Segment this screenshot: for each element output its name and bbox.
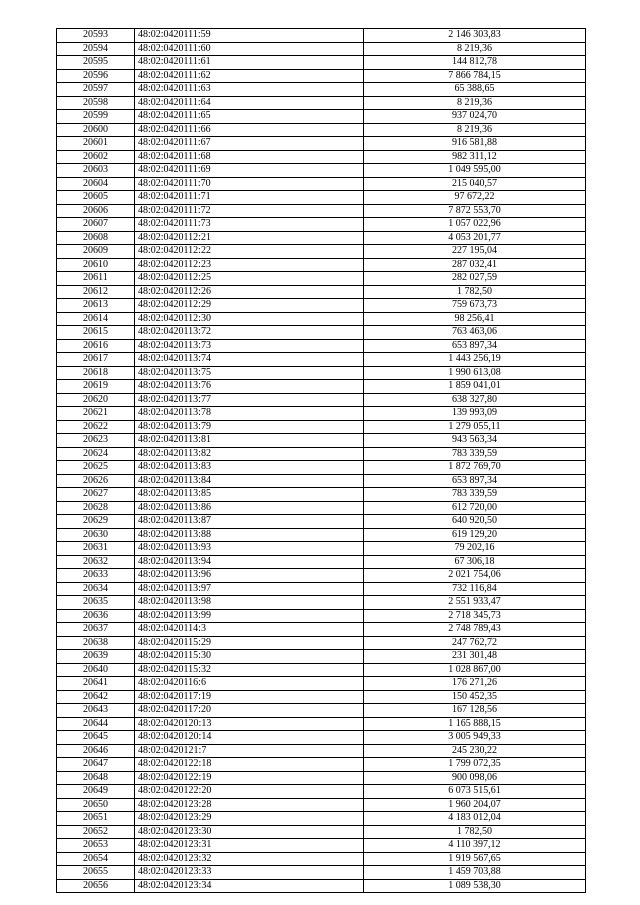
cadastral-number-cell: 48:02:0420113:83	[135, 461, 364, 475]
cadastral-number-cell: 48:02:0420123:34	[135, 879, 364, 893]
cadastral-value-cell: 1 459 703,88	[364, 866, 586, 880]
cadastral-number-cell: 48:02:0420113:98	[135, 596, 364, 610]
row-number-cell: 20642	[57, 690, 135, 704]
cadastral-value-cell: 282 027,59	[364, 272, 586, 286]
table-row	[57, 218, 586, 232]
cadastral-number-cell: 48:02:0420123:31	[135, 839, 364, 853]
row-number-cell: 20605	[57, 191, 135, 205]
cadastral-value-cell: 612 720,00	[364, 501, 586, 515]
table-row	[57, 56, 586, 70]
cadastral-number-cell: 48:02:0420112:30	[135, 312, 364, 326]
cadastral-number-cell: 48:02:0420112:29	[135, 299, 364, 313]
cadastral-value-cell: 67 306,18	[364, 555, 586, 569]
cadastral-number-cell: 48:02:0420111:59	[135, 29, 364, 43]
cadastral-value-cell: 8 219,36	[364, 96, 586, 110]
table-row	[57, 717, 586, 731]
cadastral-number-cell: 48:02:0420111:66	[135, 123, 364, 137]
table-row	[57, 299, 586, 313]
row-number-cell: 20640	[57, 663, 135, 677]
cadastral-value-cell: 167 128,56	[364, 704, 586, 718]
cadastral-number-cell: 48:02:0420111:65	[135, 110, 364, 124]
row-number-cell: 20610	[57, 258, 135, 272]
cadastral-value-cell: 1 782,50	[364, 825, 586, 839]
table-row	[57, 164, 586, 178]
cadastral-value-cell: 98 256,41	[364, 312, 586, 326]
cadastral-number-cell: 48:02:0420121:7	[135, 744, 364, 758]
cadastral-number-cell: 48:02:0420113:82	[135, 447, 364, 461]
row-number-cell: 20641	[57, 677, 135, 691]
cadastral-number-cell: 48:02:0420117:19	[135, 690, 364, 704]
row-number-cell: 20604	[57, 177, 135, 191]
cadastral-value-cell: 640 920,50	[364, 515, 586, 529]
cadastral-value-cell: 638 327,80	[364, 393, 586, 407]
table-row	[57, 366, 586, 380]
row-number-cell: 20648	[57, 771, 135, 785]
row-number-cell: 20607	[57, 218, 135, 232]
table-row	[57, 191, 586, 205]
cadastral-value-cell: 176 271,26	[364, 677, 586, 691]
row-number-cell: 20655	[57, 866, 135, 880]
table-row	[57, 636, 586, 650]
row-number-cell: 20601	[57, 137, 135, 151]
cadastral-number-cell: 48:02:0420113:93	[135, 542, 364, 556]
table-row	[57, 339, 586, 353]
cadastral-number-cell: 48:02:0420113:72	[135, 326, 364, 340]
cadastral-value-cell: 144 812,78	[364, 56, 586, 70]
cadastral-number-cell: 48:02:0420113:84	[135, 474, 364, 488]
cadastral-value-cell: 2 748 789,43	[364, 623, 586, 637]
table-row	[57, 420, 586, 434]
table-row	[57, 137, 586, 151]
table-row	[57, 758, 586, 772]
cadastral-number-cell: 48:02:0420111:63	[135, 83, 364, 97]
cadastral-value-cell: 4 110 397,12	[364, 839, 586, 853]
cadastral-value-cell: 287 032,41	[364, 258, 586, 272]
row-number-cell: 20594	[57, 42, 135, 56]
cadastral-number-cell: 48:02:0420113:97	[135, 582, 364, 596]
cadastral-number-cell: 48:02:0420113:96	[135, 569, 364, 583]
row-number-cell: 20654	[57, 852, 135, 866]
cadastral-number-cell: 48:02:0420111:69	[135, 164, 364, 178]
cadastral-number-cell: 48:02:0420111:64	[135, 96, 364, 110]
cadastral-number-cell: 48:02:0420111:68	[135, 150, 364, 164]
table-row	[57, 177, 586, 191]
table-row	[57, 69, 586, 83]
row-number-cell: 20593	[57, 29, 135, 43]
row-number-cell: 20630	[57, 528, 135, 542]
table-row	[57, 528, 586, 542]
table-row	[57, 83, 586, 97]
row-number-cell: 20624	[57, 447, 135, 461]
row-number-cell: 20612	[57, 285, 135, 299]
row-number-cell: 20597	[57, 83, 135, 97]
cadastral-number-cell: 48:02:0420113:87	[135, 515, 364, 529]
table-row	[57, 447, 586, 461]
table-row	[57, 326, 586, 340]
row-number-cell: 20616	[57, 339, 135, 353]
table-row	[57, 488, 586, 502]
row-number-cell: 20620	[57, 393, 135, 407]
row-number-cell: 20644	[57, 717, 135, 731]
row-number-cell: 20599	[57, 110, 135, 124]
cadastral-value-cell: 1 165 888,15	[364, 717, 586, 731]
cadastral-value-cell: 732 116,84	[364, 582, 586, 596]
row-number-cell: 20649	[57, 785, 135, 799]
cadastral-value-cell: 8 219,36	[364, 42, 586, 56]
row-number-cell: 20619	[57, 380, 135, 394]
cadastral-value-cell: 247 762,72	[364, 636, 586, 650]
table-row	[57, 569, 586, 583]
row-number-cell: 20650	[57, 798, 135, 812]
cadastral-value-cell: 916 581,88	[364, 137, 586, 151]
cadastral-value-table	[56, 28, 586, 893]
cadastral-number-cell: 48:02:0420120:14	[135, 731, 364, 745]
table-row	[57, 596, 586, 610]
table-row	[57, 704, 586, 718]
cadastral-number-cell: 48:02:0420113:99	[135, 609, 364, 623]
row-number-cell: 20623	[57, 434, 135, 448]
row-number-cell: 20643	[57, 704, 135, 718]
cadastral-value-cell: 783 339,59	[364, 488, 586, 502]
table-row	[57, 258, 586, 272]
table-row	[57, 555, 586, 569]
cadastral-number-cell: 48:02:0420120:13	[135, 717, 364, 731]
cadastral-number-cell: 48:02:0420123:33	[135, 866, 364, 880]
table-row	[57, 542, 586, 556]
table-row	[57, 123, 586, 137]
table-row	[57, 825, 586, 839]
cadastral-value-cell: 653 897,34	[364, 474, 586, 488]
row-number-cell: 20651	[57, 812, 135, 826]
cadastral-number-cell: 48:02:0420113:77	[135, 393, 364, 407]
cadastral-value-cell: 2 551 933,47	[364, 596, 586, 610]
table-row	[57, 272, 586, 286]
cadastral-number-cell: 48:02:0420113:94	[135, 555, 364, 569]
table-row	[57, 582, 586, 596]
cadastral-number-cell: 48:02:0420111:60	[135, 42, 364, 56]
cadastral-number-cell: 48:02:0420111:73	[135, 218, 364, 232]
table-row	[57, 866, 586, 880]
cadastral-number-cell: 48:02:0420111:72	[135, 204, 364, 218]
row-number-cell: 20631	[57, 542, 135, 556]
table-row	[57, 744, 586, 758]
cadastral-number-cell: 48:02:0420112:25	[135, 272, 364, 286]
cadastral-value-cell: 1 960 204,07	[364, 798, 586, 812]
cadastral-number-cell: 48:02:0420115:30	[135, 650, 364, 664]
row-number-cell: 20632	[57, 555, 135, 569]
table-row	[57, 623, 586, 637]
row-number-cell: 20609	[57, 245, 135, 259]
row-number-cell: 20608	[57, 231, 135, 245]
table-row	[57, 150, 586, 164]
row-number-cell: 20625	[57, 461, 135, 475]
table-row	[57, 812, 586, 826]
table-row	[57, 285, 586, 299]
cadastral-number-cell: 48:02:0420123:28	[135, 798, 364, 812]
cadastral-number-cell: 48:02:0420114:3	[135, 623, 364, 637]
table-row	[57, 663, 586, 677]
cadastral-number-cell: 48:02:0420113:81	[135, 434, 364, 448]
cadastral-value-cell: 227 195,04	[364, 245, 586, 259]
row-number-cell: 20652	[57, 825, 135, 839]
row-number-cell: 20633	[57, 569, 135, 583]
document-page	[56, 28, 585, 893]
cadastral-number-cell: 48:02:0420123:30	[135, 825, 364, 839]
cadastral-value-cell: 1 990 613,08	[364, 366, 586, 380]
cadastral-number-cell: 48:02:0420117:20	[135, 704, 364, 718]
table-row	[57, 852, 586, 866]
cadastral-number-cell: 48:02:0420112:23	[135, 258, 364, 272]
cadastral-value-cell: 231 301,48	[364, 650, 586, 664]
cadastral-number-cell: 48:02:0420113:76	[135, 380, 364, 394]
cadastral-number-cell: 48:02:0420112:26	[135, 285, 364, 299]
row-number-cell: 20639	[57, 650, 135, 664]
cadastral-value-cell: 97 672,22	[364, 191, 586, 205]
cadastral-value-cell: 245 230,22	[364, 744, 586, 758]
table-row	[57, 501, 586, 515]
table-row	[57, 231, 586, 245]
cadastral-value-cell: 982 311,12	[364, 150, 586, 164]
cadastral-value-cell: 1 799 072,35	[364, 758, 586, 772]
table-row	[57, 771, 586, 785]
table-row	[57, 245, 586, 259]
cadastral-number-cell: 48:02:0420122:19	[135, 771, 364, 785]
row-number-cell: 20602	[57, 150, 135, 164]
row-number-cell: 20656	[57, 879, 135, 893]
cadastral-value-cell: 1 049 595,00	[364, 164, 586, 178]
cadastral-value-cell: 65 388,65	[364, 83, 586, 97]
row-number-cell: 20613	[57, 299, 135, 313]
row-number-cell: 20600	[57, 123, 135, 137]
cadastral-number-cell: 48:02:0420111:61	[135, 56, 364, 70]
cadastral-value-cell: 937 024,70	[364, 110, 586, 124]
cadastral-number-cell: 48:02:0420123:32	[135, 852, 364, 866]
cadastral-value-cell: 7 872 553,70	[364, 204, 586, 218]
row-number-cell: 20622	[57, 420, 135, 434]
cadastral-value-cell: 763 463,06	[364, 326, 586, 340]
cadastral-number-cell: 48:02:0420111:62	[135, 69, 364, 83]
cadastral-number-cell: 48:02:0420122:18	[135, 758, 364, 772]
row-number-cell: 20598	[57, 96, 135, 110]
cadastral-number-cell: 48:02:0420111:70	[135, 177, 364, 191]
row-number-cell: 20636	[57, 609, 135, 623]
cadastral-number-cell: 48:02:0420112:21	[135, 231, 364, 245]
cadastral-value-cell: 4 053 201,77	[364, 231, 586, 245]
cadastral-value-cell: 783 339,59	[364, 447, 586, 461]
cadastral-number-cell: 48:02:0420113:88	[135, 528, 364, 542]
table-row	[57, 474, 586, 488]
table-row	[57, 690, 586, 704]
cadastral-number-cell: 48:02:0420115:29	[135, 636, 364, 650]
cadastral-number-cell: 48:02:0420112:22	[135, 245, 364, 259]
table-row	[57, 407, 586, 421]
cadastral-value-cell: 7 866 784,15	[364, 69, 586, 83]
table-row	[57, 393, 586, 407]
cadastral-value-cell: 1 859 041,01	[364, 380, 586, 394]
row-number-cell: 20615	[57, 326, 135, 340]
row-number-cell: 20647	[57, 758, 135, 772]
row-number-cell: 20611	[57, 272, 135, 286]
cadastral-number-cell: 48:02:0420122:20	[135, 785, 364, 799]
cadastral-value-cell: 1 089 538,30	[364, 879, 586, 893]
cadastral-number-cell: 48:02:0420113:78	[135, 407, 364, 421]
table-row	[57, 461, 586, 475]
cadastral-value-cell: 759 673,73	[364, 299, 586, 313]
cadastral-value-cell: 900 098,06	[364, 771, 586, 785]
row-number-cell: 20638	[57, 636, 135, 650]
cadastral-value-cell: 653 897,34	[364, 339, 586, 353]
cadastral-value-cell: 1 057 022,96	[364, 218, 586, 232]
cadastral-value-cell: 1 872 769,70	[364, 461, 586, 475]
row-number-cell: 20614	[57, 312, 135, 326]
row-number-cell: 20634	[57, 582, 135, 596]
cadastral-value-cell: 943 563,34	[364, 434, 586, 448]
cadastral-value-cell: 215 040,57	[364, 177, 586, 191]
cadastral-value-cell: 2 021 754,06	[364, 569, 586, 583]
table-row	[57, 312, 586, 326]
cadastral-value-cell: 1 443 256,19	[364, 353, 586, 367]
table-row	[57, 879, 586, 893]
cadastral-value-cell: 1 919 567,65	[364, 852, 586, 866]
table-row	[57, 731, 586, 745]
cadastral-value-cell: 150 452,35	[364, 690, 586, 704]
row-number-cell: 20637	[57, 623, 135, 637]
cadastral-value-cell: 4 183 012,04	[364, 812, 586, 826]
table-row	[57, 96, 586, 110]
table-row	[57, 204, 586, 218]
cadastral-value-cell: 2 146 303,83	[364, 29, 586, 43]
row-number-cell: 20628	[57, 501, 135, 515]
cadastral-value-cell: 8 219,36	[364, 123, 586, 137]
cadastral-number-cell: 48:02:0420116:6	[135, 677, 364, 691]
row-number-cell: 20596	[57, 69, 135, 83]
row-number-cell: 20621	[57, 407, 135, 421]
cadastral-value-cell: 1 782,50	[364, 285, 586, 299]
row-number-cell: 20646	[57, 744, 135, 758]
cadastral-number-cell: 48:02:0420113:75	[135, 366, 364, 380]
table-row	[57, 110, 586, 124]
cadastral-number-cell: 48:02:0420115:32	[135, 663, 364, 677]
row-number-cell: 20603	[57, 164, 135, 178]
cadastral-number-cell: 48:02:0420111:67	[135, 137, 364, 151]
cadastral-number-cell: 48:02:0420111:71	[135, 191, 364, 205]
cadastral-value-cell: 1 028 867,00	[364, 663, 586, 677]
cadastral-number-cell: 48:02:0420113:85	[135, 488, 364, 502]
table-row	[57, 785, 586, 799]
table-row	[57, 798, 586, 812]
table-row	[57, 29, 586, 43]
table-row	[57, 353, 586, 367]
row-number-cell: 20626	[57, 474, 135, 488]
cadastral-number-cell: 48:02:0420113:79	[135, 420, 364, 434]
table-body	[57, 29, 586, 893]
row-number-cell: 20618	[57, 366, 135, 380]
table-row	[57, 609, 586, 623]
row-number-cell: 20653	[57, 839, 135, 853]
cadastral-value-cell: 79 202,16	[364, 542, 586, 556]
cadastral-value-cell: 2 718 345,73	[364, 609, 586, 623]
row-number-cell: 20617	[57, 353, 135, 367]
cadastral-value-cell: 139 993,09	[364, 407, 586, 421]
table-row	[57, 515, 586, 529]
cadastral-number-cell: 48:02:0420113:74	[135, 353, 364, 367]
cadastral-number-cell: 48:02:0420123:29	[135, 812, 364, 826]
row-number-cell: 20629	[57, 515, 135, 529]
cadastral-value-cell: 3 005 949,33	[364, 731, 586, 745]
table-row	[57, 650, 586, 664]
table-row	[57, 434, 586, 448]
row-number-cell: 20645	[57, 731, 135, 745]
cadastral-value-cell: 6 073 515,61	[364, 785, 586, 799]
row-number-cell: 20635	[57, 596, 135, 610]
table-row	[57, 42, 586, 56]
cadastral-value-cell: 619 129,20	[364, 528, 586, 542]
row-number-cell: 20606	[57, 204, 135, 218]
cadastral-value-cell: 1 279 055,11	[364, 420, 586, 434]
table-row	[57, 677, 586, 691]
table-row	[57, 839, 586, 853]
cadastral-number-cell: 48:02:0420113:73	[135, 339, 364, 353]
row-number-cell: 20627	[57, 488, 135, 502]
cadastral-number-cell: 48:02:0420113:86	[135, 501, 364, 515]
row-number-cell: 20595	[57, 56, 135, 70]
table-row	[57, 380, 586, 394]
